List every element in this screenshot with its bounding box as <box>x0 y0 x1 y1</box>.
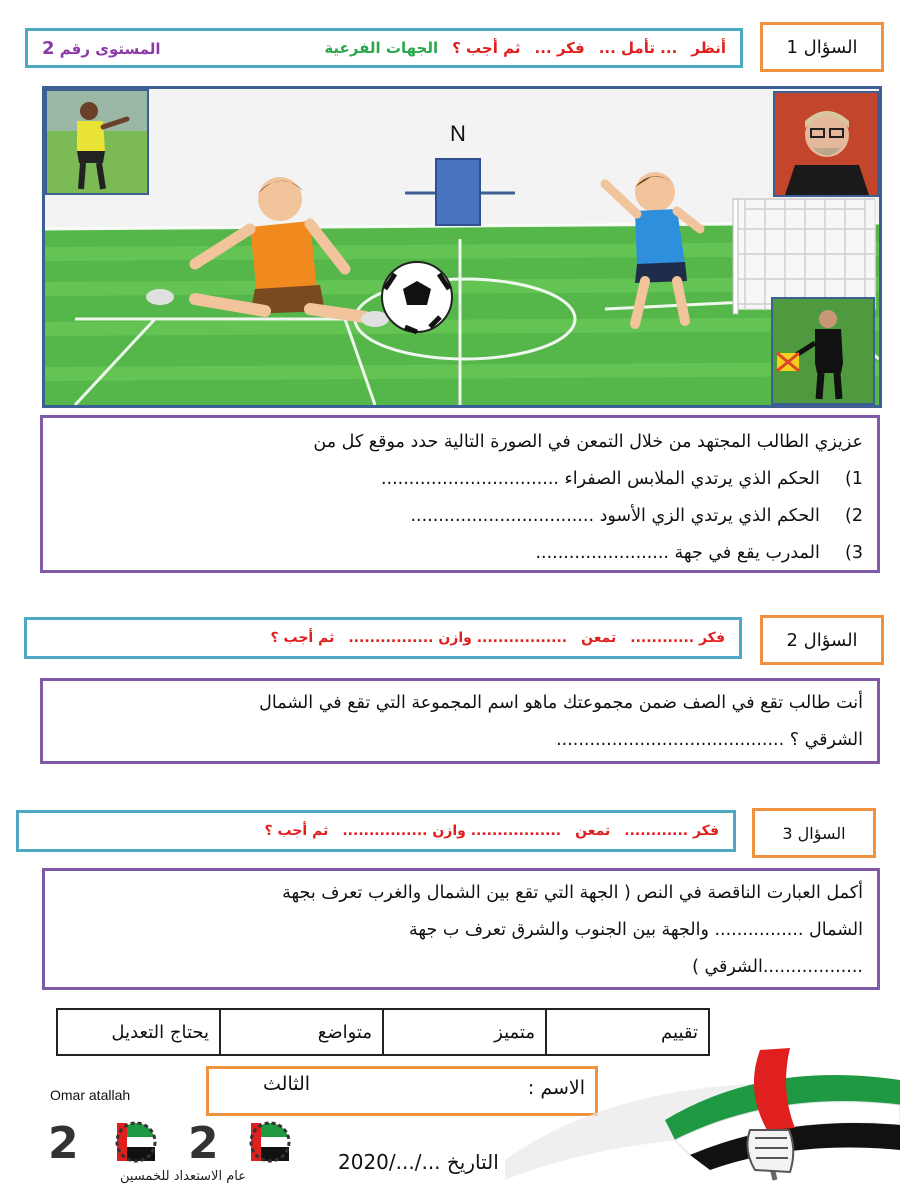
question-2-label-text: السؤال 2 <box>786 629 858 651</box>
question-1-label <box>760 22 884 72</box>
question-1-item-2 <box>57 498 863 535</box>
bar-think: فكر ............ <box>624 823 719 839</box>
rating-header-cell: تقييم <box>546 1009 709 1055</box>
question-1-item-3 <box>57 535 863 572</box>
compass-letter: N <box>450 121 466 146</box>
bar-answer: ثم أجب ؟ <box>270 630 335 646</box>
item-text: الحكم الذي يرتدي الزي الأسود ................................. <box>410 506 820 526</box>
rating-needs-edit-cell[interactable]: يحتاج التعديل <box>57 1009 220 1055</box>
question-1-label-text: السؤال 1 <box>786 36 858 58</box>
question-2-instruction-bar <box>24 617 742 659</box>
question-3-label <box>752 808 876 858</box>
black-referee-photo <box>771 297 875 405</box>
question-3-instruction-bar <box>16 810 736 852</box>
question-2-line-1: أنت طالب تقع في الصف ضمن مجموعتك ماهو اسم المجموعة التي تقع في الشمال <box>259 693 863 713</box>
rating-modest-cell[interactable]: متواضع <box>220 1009 383 1055</box>
bar-answer: ثم أجب ؟ <box>264 823 329 839</box>
question-2-line-2: الشرقي ؟ ......................................... <box>556 730 863 750</box>
item-text: الحكم الذي يرتدي الملابس الصفراء ................................ <box>380 469 820 489</box>
question-3-line-3: ..................الشرقي ) <box>692 957 863 977</box>
question-3-line-2: الشمال ................ والجهة بين الجنوب والشرق تعرف ب جهة <box>409 920 863 940</box>
bar-level-label <box>42 38 161 59</box>
bar-reflect: تمعن <box>581 630 617 646</box>
bar-think: فكر ... <box>534 39 585 57</box>
name-label: الاسم : <box>527 1077 585 1099</box>
question-2-label <box>760 615 884 665</box>
level-text: المستوى رقم <box>59 39 161 58</box>
author-name: Omar atallah <box>50 1087 131 1103</box>
bar-weigh: ................. وازن ................ <box>348 630 568 646</box>
item-number: 2) <box>845 506 863 526</box>
date-field[interactable]: التاريخ .../.../2020 <box>338 1150 499 1174</box>
bar-topic: الجهات الفرعية <box>324 39 439 57</box>
bar-look: أنظر <box>691 39 726 57</box>
football-field-picture <box>42 86 882 408</box>
name-value[interactable]: الثالث <box>263 1073 311 1095</box>
goal-net <box>735 199 875 309</box>
question-3-line-1: أكمل العبارت الناقصة في النص ( الجهة التي تقع بين الشمال والغرب تعرف بجهة <box>282 883 863 903</box>
question-3-text-box <box>42 868 880 990</box>
logo-caption: عام الاستعداد للخمسين <box>120 1169 246 1184</box>
bar-think: فكر ............ <box>630 630 725 646</box>
hand-icon <box>747 1130 793 1172</box>
yellow-referee-photo <box>45 89 149 195</box>
uae-flag-hand-illustration <box>505 1030 900 1200</box>
logo-digit-right: 2 <box>188 1120 219 1169</box>
question-3-label-text: السؤال 3 <box>782 823 846 843</box>
item-number: 1) <box>845 469 863 489</box>
question-1-text-box <box>40 415 880 573</box>
coach-photo <box>773 91 879 197</box>
logo-digit-left: 2 <box>48 1120 79 1169</box>
uae-flag-gear-left <box>117 1123 155 1161</box>
question-1-instruction-bar <box>25 28 743 68</box>
item-text: المدرب يقع في جهة ........................ <box>535 543 820 563</box>
question-1-item-1 <box>57 461 863 498</box>
soccer-ball <box>382 262 452 332</box>
bar-weigh: ................. وازن ................ <box>342 823 562 839</box>
bar-reflect: ... تأمل ... <box>598 39 678 57</box>
field-scene <box>45 89 879 405</box>
rating-excellent-cell[interactable]: متميز <box>383 1009 546 1055</box>
bar-reflect: تمعن <box>575 823 611 839</box>
item-number: 3) <box>845 543 863 563</box>
level-number: 2 <box>42 37 55 59</box>
question-2-text-box <box>40 678 880 764</box>
question-1-prompt: عزيزي الطالب المجتهد من خلال التمعن في الصورة التالية حدد موقع كل من <box>313 432 863 452</box>
bar-answer: ثم أجب ؟ <box>452 39 521 57</box>
uae-flag-gear-right <box>251 1123 289 1161</box>
year-2020-logo <box>48 1120 318 1184</box>
